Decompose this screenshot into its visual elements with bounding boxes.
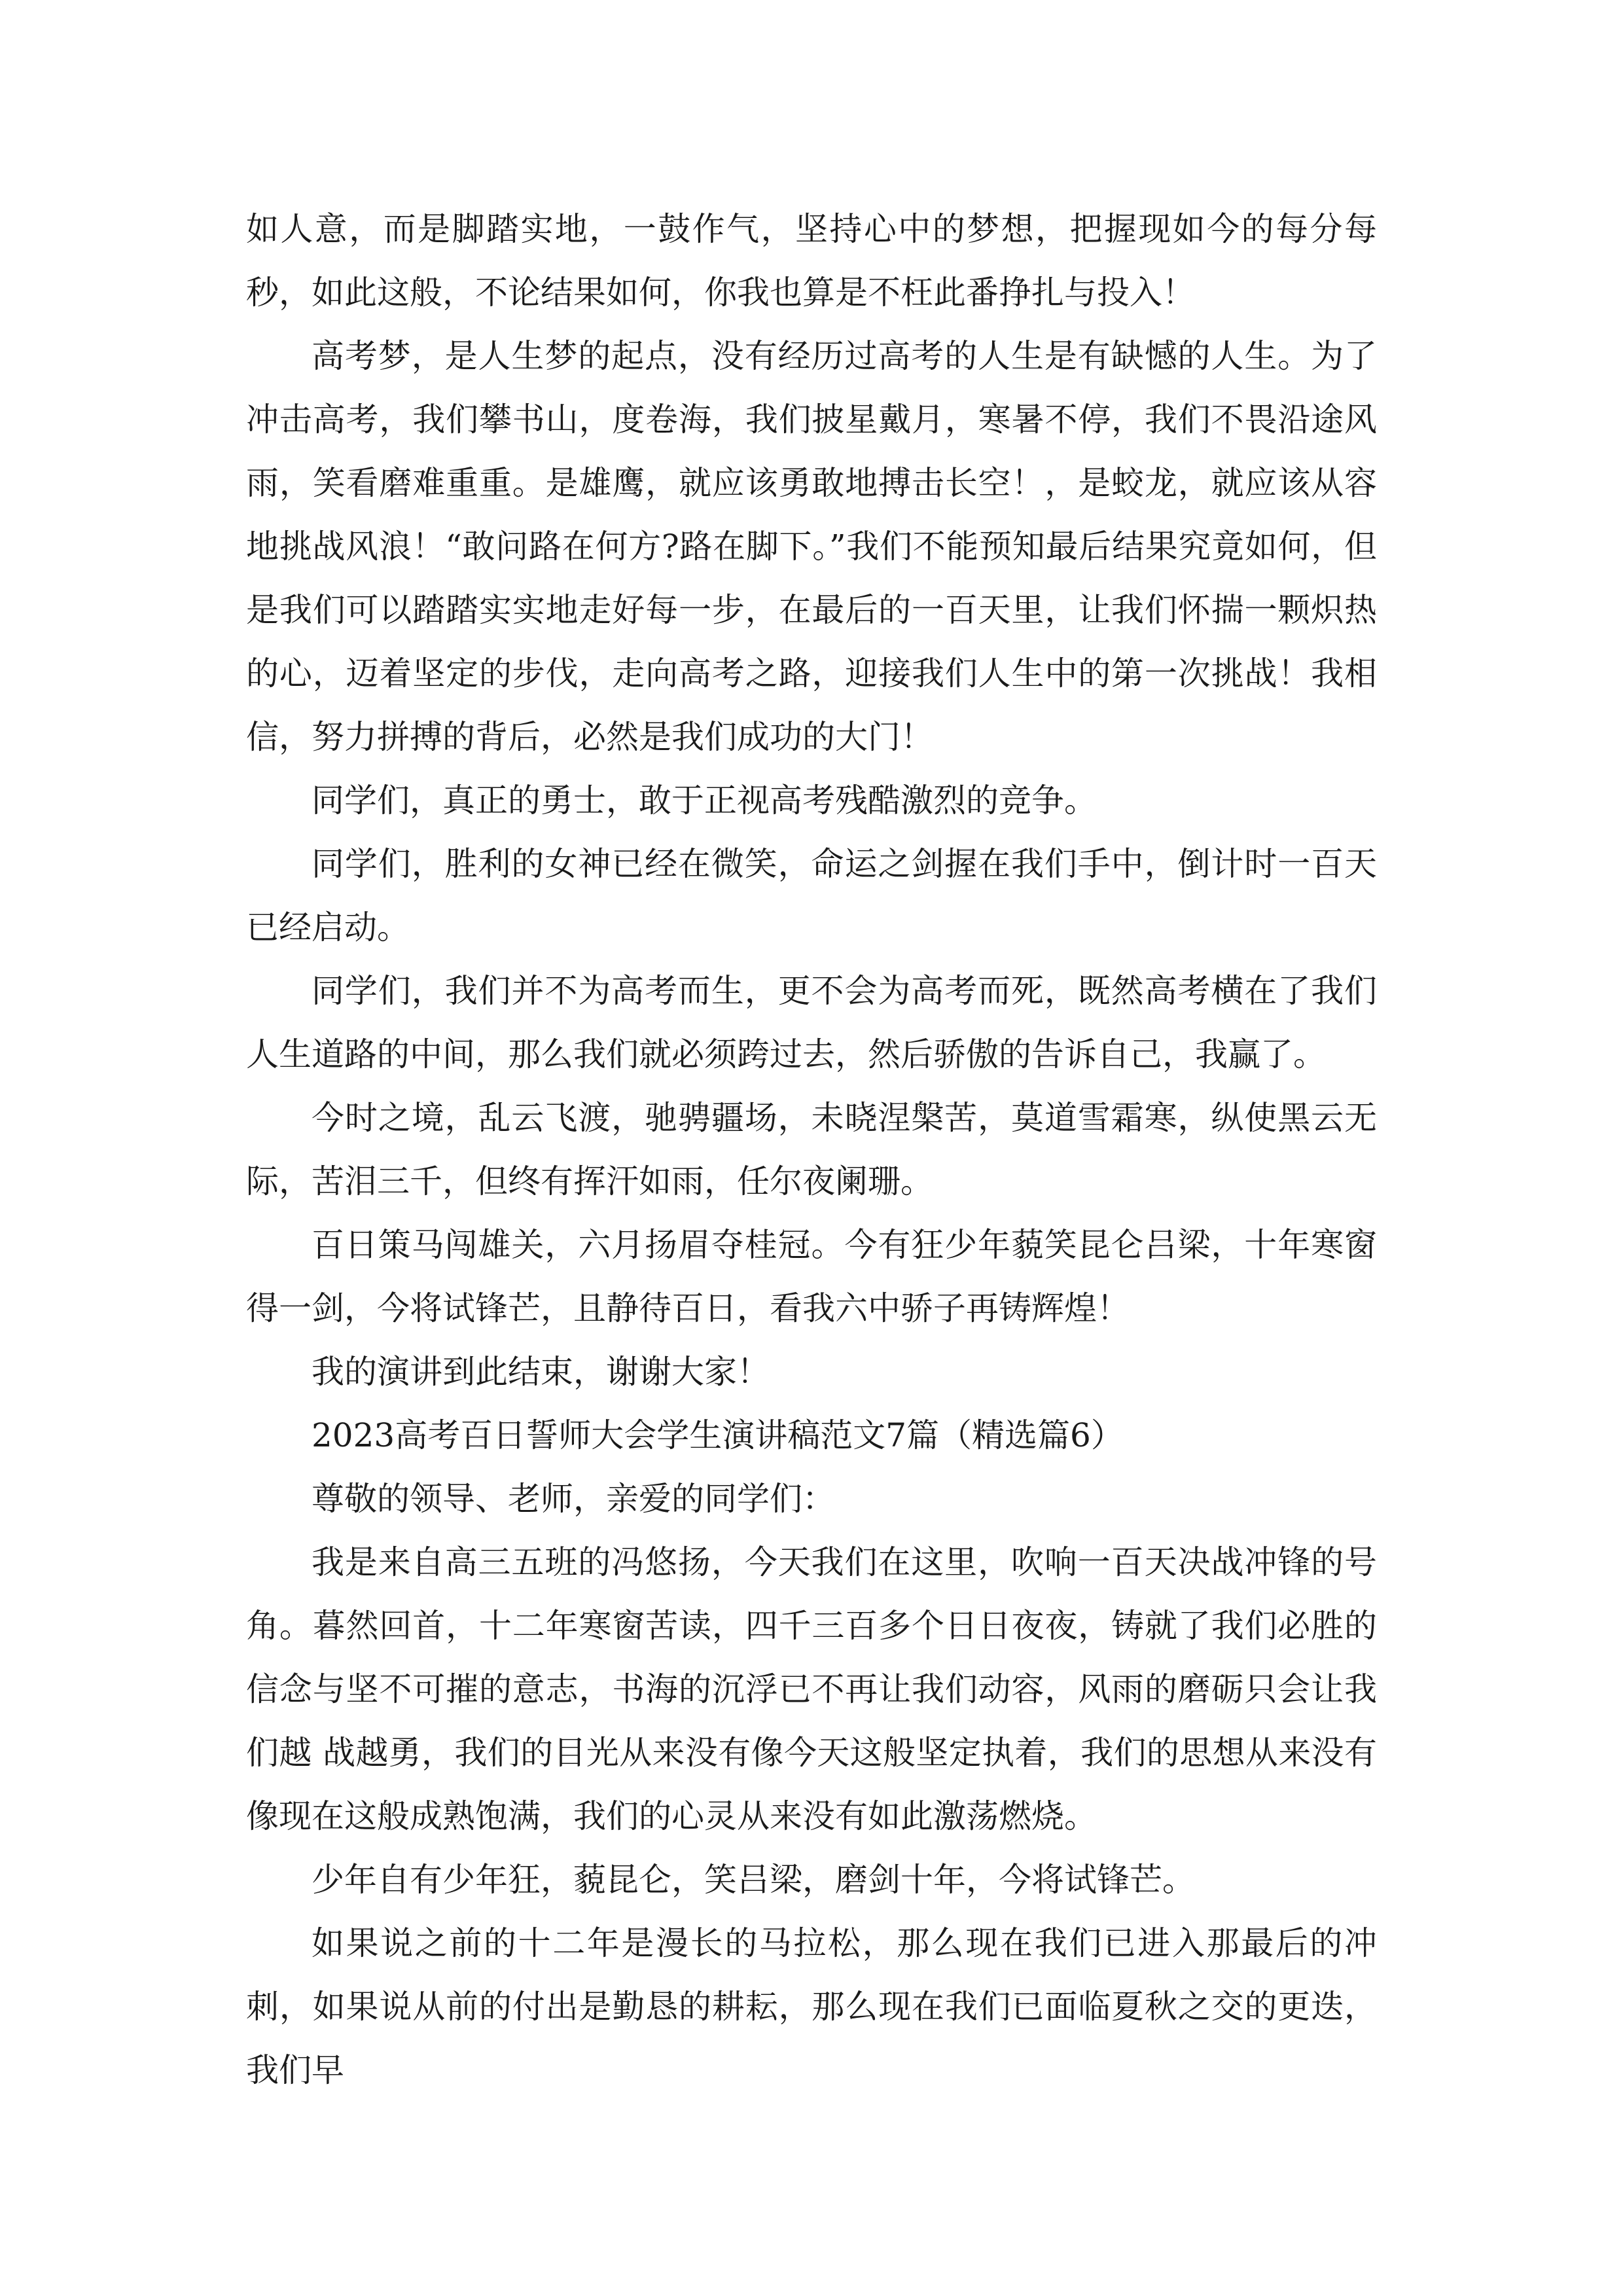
paragraph-12: 少年自有少年狂，藐昆仑，笑吕梁，磨剑十年，今将试锋芒。: [312, 1861, 1195, 1899]
paragraph-3: 同学们，真正的勇士，敢于正视高考残酷激烈的竞争。: [312, 781, 1097, 819]
salutation: 尊敬的领导、老师，亲爱的同学们：: [312, 1480, 835, 1518]
paragraph-2: 高考梦，是人生梦的起点，没有经历过高考的人生是有缺憾的人生。为了冲击高考，我们攀书山，度卷海，我们披星戴月，寒暑不停，我们不畏沿途风雨，笑看磨难重重。是雄鹰，就应该勇敢地搏击长空！，是蛟龙，就应该从容地挑战风浪！“敢问路在何方?路在脚下。”我们不能预知最后结果究竟如何，但是我们可以踏踏实实地走好每一步，在最后的一百天里，让我们怀揣一颗炽热的心，迈着坚定的步伐，走向高考之路，迎接我们人生中的第一次挑战！我相信，努力拼搏的背后，必然是我们成功的大门！: [246, 337, 1377, 756]
paragraph-6: 今时之境，乱云飞渡，驰骋疆场，未晓涅槃苦，莫道雪霜寒，纵使黑云无际，苦泪三千，但终有挥汗如雨，任尔夜阑珊。: [246, 1099, 1377, 1200]
body-text: [246, 198, 1377, 2102]
paragraph-5: 同学们，我们并不为高考而生，更不会为高考而死，既然高考横在了我们人生道路的中间，那么我们就必须跨过去，然后骄傲的告诉自己，我赢了。: [246, 972, 1377, 1073]
paragraph-1: 如人意，而是脚踏实地，一鼓作气，坚持心中的梦想，把握现如今的每分每秒，如此这般，不论结果如何，你我也算是不枉此番挣扎与投入！: [246, 210, 1377, 312]
paragraph-4: 同学们，胜利的女神已经在微笑，命运之剑握在我们手中，倒计时一百天已经启动。: [246, 845, 1377, 946]
paragraph-11: 我是来自高三五班的冯悠扬，今天我们在这里，吹响一百天决战冲锋的号角。暮然回首，十二年寒窗苦读，四千三百多个日日夜夜，铸就了我们必胜的信念与坚不可摧的意志，书海的沉浮已不再让我们动容，风雨的磨砺只会让我们越 战越勇，我们的目光从来没有像今天这般坚定执着，我们的思想从来没有像现在这般成熟饱满，我们的心灵从来没有如此激荡燃烧。: [246, 1543, 1377, 1835]
paragraph-8: 我的演讲到此结束，谢谢大家！: [312, 1353, 770, 1391]
section-heading: 2023高考百日誓师大会学生演讲稿范文7篇（精选篇6）: [312, 1416, 1124, 1454]
paragraph-13: 如果说之前的十二年是漫长的马拉松，那么现在我们已进入那最后的冲刺，如果说从前的付出是勤恳的耕耘，那么现在我们已面临夏秋之交的更迭，我们早: [246, 1924, 1377, 2089]
paragraph-7: 百日策马闯雄关，六月扬眉夺桂冠。今有狂少年藐笑昆仑吕梁，十年寒窗得一剑，今将试锋芒，且静待百日，看我六中骄子再铸辉煌！: [246, 1226, 1377, 1327]
